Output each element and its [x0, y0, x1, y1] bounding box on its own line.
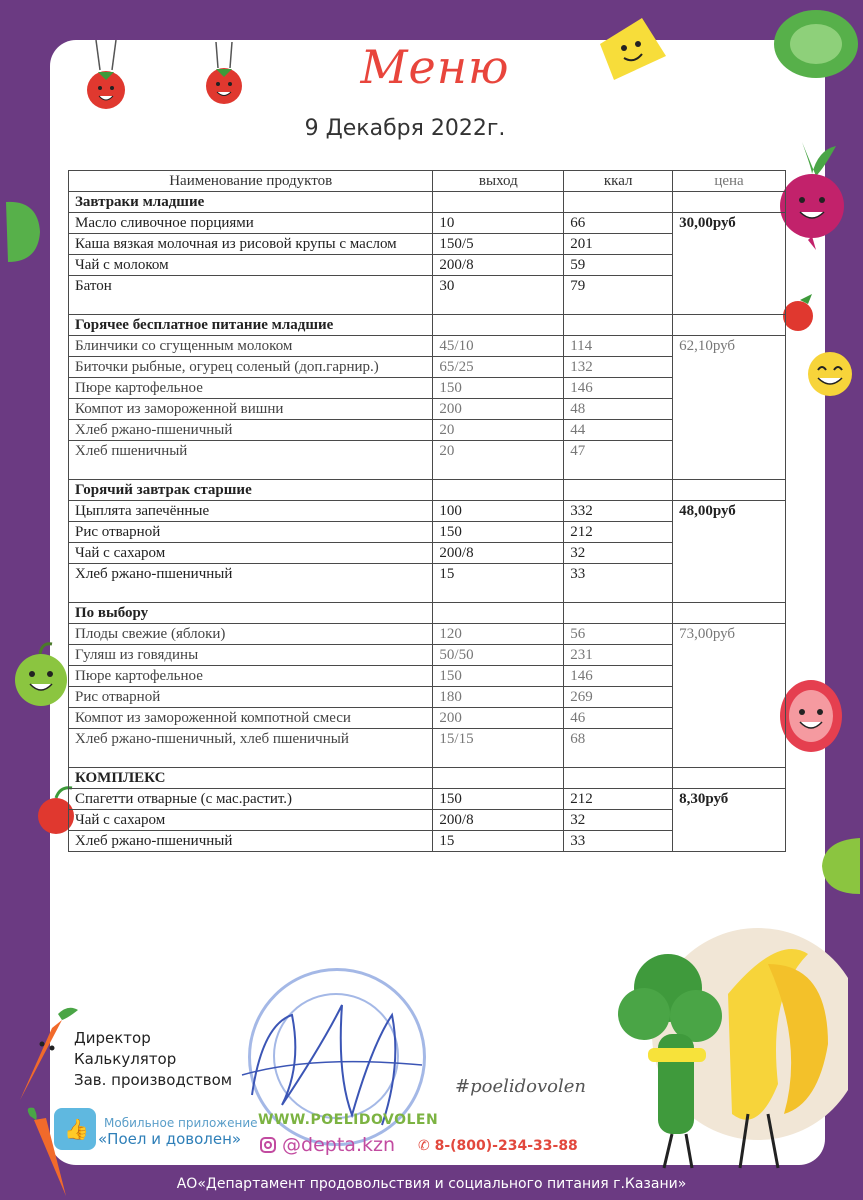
- dish-output: 150: [433, 789, 564, 810]
- meat-character-icon: [776, 676, 846, 756]
- dish-kcal: 47: [564, 441, 673, 480]
- dish-name: Батон: [69, 276, 433, 315]
- dish-name: Чай с сахаром: [69, 543, 433, 564]
- app-label: Мобильное приложение: [104, 1116, 258, 1130]
- lettuce-leaf-icon: [818, 834, 862, 898]
- dish-output: 50/50: [433, 645, 564, 666]
- dish-kcal: 33: [564, 564, 673, 603]
- dish-name: Пюре картофельное: [69, 666, 433, 687]
- dish-name: Хлеб пшеничный: [69, 441, 433, 480]
- section-title: Завтраки младшие: [69, 192, 433, 213]
- dish-kcal: 114: [564, 336, 673, 357]
- dish-output: 20: [433, 441, 564, 480]
- dish-kcal: 146: [564, 666, 673, 687]
- menu-title: Меню: [360, 40, 510, 94]
- section-title: КОМПЛЕКС: [69, 768, 433, 789]
- dish-name: Блинчики со сгущенным молоком: [69, 336, 433, 357]
- instagram-handle[interactable]: [260, 1134, 395, 1156]
- section-header-row: [69, 315, 786, 336]
- dish-output: 150: [433, 378, 564, 399]
- calculator-label: Калькулятор: [74, 1050, 177, 1068]
- dish-kcal: 32: [564, 543, 673, 564]
- dish-output: 15: [433, 564, 564, 603]
- table-header-row: [69, 171, 786, 192]
- section-price: 73,00руб: [673, 624, 786, 768]
- dish-output: 200/8: [433, 810, 564, 831]
- section-title: По выбору: [69, 603, 433, 624]
- tomato-character-icon: [202, 42, 246, 112]
- dish-output: 30: [433, 276, 564, 315]
- smiley-icon: [806, 350, 854, 398]
- instagram-text: @depta.kzn: [282, 1134, 396, 1156]
- dish-kcal: 66: [564, 213, 673, 234]
- small-tomato-icon: [780, 294, 820, 332]
- dish-output: 45/10: [433, 336, 564, 357]
- menu-date: 9 Декабря 2022г.: [304, 116, 506, 141]
- dish-name: Плоды свежие (яблоки): [69, 624, 433, 645]
- section-price: 62,10руб: [673, 336, 786, 480]
- phone-number[interactable]: [418, 1138, 578, 1154]
- instagram-icon: [260, 1137, 276, 1153]
- dish-output: 120: [433, 624, 564, 645]
- dish-kcal: 56: [564, 624, 673, 645]
- dish-name: Хлеб ржано-пшеничный: [69, 564, 433, 603]
- phone-icon: ✆: [418, 1138, 430, 1154]
- dish-name: Рис отварной: [69, 522, 433, 543]
- tomato-character-icon: [84, 40, 128, 118]
- dish-name: Спагетти отварные (с мас.растит.): [69, 789, 433, 810]
- dish-name: Цыплята запечённые: [69, 501, 433, 522]
- dish-output: 150: [433, 522, 564, 543]
- hashtag-text: #poelidovolen: [455, 1076, 586, 1097]
- dish-name: Гуляш из говядины: [69, 645, 433, 666]
- dish-output: 150/5: [433, 234, 564, 255]
- table-row: [69, 213, 786, 234]
- dish-kcal: 33: [564, 831, 673, 852]
- dish-kcal: 269: [564, 687, 673, 708]
- dish-output: 200: [433, 708, 564, 729]
- dish-output: 200: [433, 399, 564, 420]
- dish-kcal: 46: [564, 708, 673, 729]
- dish-name: Чай с молоком: [69, 255, 433, 276]
- dish-kcal: 68: [564, 729, 673, 768]
- section-header-row: [69, 768, 786, 789]
- section-price: 30,00руб: [673, 213, 786, 315]
- dish-output: 15/15: [433, 729, 564, 768]
- table-row: [69, 336, 786, 357]
- apple-character-icon: [12, 640, 70, 708]
- header-kcal: ккал: [564, 171, 673, 192]
- lettuce-leaf-icon: [4, 196, 44, 266]
- dish-output: 65/25: [433, 357, 564, 378]
- dish-output: 15: [433, 831, 564, 852]
- dish-kcal: 48: [564, 399, 673, 420]
- thumbs-up-icon: 👍: [64, 1117, 89, 1141]
- section-header-row: [69, 480, 786, 501]
- dish-kcal: 146: [564, 378, 673, 399]
- dish-name: Хлеб ржано-пшеничный: [69, 420, 433, 441]
- dish-name: Масло сливочное порциями: [69, 213, 433, 234]
- dish-name: Хлеб ржано-пшеничный, хлеб пшеничный: [69, 729, 433, 768]
- dish-name: Компот из замороженной компотной смеси: [69, 708, 433, 729]
- section-header-row: [69, 603, 786, 624]
- dish-kcal: 59: [564, 255, 673, 276]
- dish-name: Биточки рыбные, огурец соленый (доп.гарнир.): [69, 357, 433, 378]
- menu-table: [68, 170, 786, 852]
- dish-output: 20: [433, 420, 564, 441]
- director-label: Директор: [74, 1029, 151, 1047]
- signature-labels: [74, 1028, 232, 1091]
- dish-name: Компот из замороженной вишни: [69, 399, 433, 420]
- section-price: 48,00руб: [673, 501, 786, 603]
- header-output: выход: [433, 171, 564, 192]
- dish-output: 150: [433, 666, 564, 687]
- dish-output: 200/8: [433, 543, 564, 564]
- dish-kcal: 79: [564, 276, 673, 315]
- carrot-character-icon: [12, 1004, 82, 1104]
- phone-text: 8-(800)-234-33-88: [434, 1138, 578, 1154]
- dish-kcal: 44: [564, 420, 673, 441]
- dish-name: Хлеб ржано-пшеничный: [69, 831, 433, 852]
- dish-output: 180: [433, 687, 564, 708]
- dish-kcal: 332: [564, 501, 673, 522]
- dish-output: 10: [433, 213, 564, 234]
- dish-name: Чай с сахаром: [69, 810, 433, 831]
- website-link[interactable]: WWW.POELIDOVOLEN: [258, 1112, 439, 1128]
- section-price: 8,30руб: [673, 789, 786, 852]
- dish-kcal: 201: [564, 234, 673, 255]
- cucumber-slice-icon: [772, 4, 860, 82]
- dish-kcal: 231: [564, 645, 673, 666]
- dish-kcal: 212: [564, 522, 673, 543]
- header-name: Наименование продуктов: [69, 171, 433, 192]
- production-label: Зав. производством: [74, 1071, 233, 1089]
- mobile-app-icon: [54, 1108, 96, 1150]
- section-title: Горячее бесплатное питание младшие: [69, 315, 433, 336]
- dish-kcal: 132: [564, 357, 673, 378]
- dish-output: 100: [433, 501, 564, 522]
- dish-name: Каша вязкая молочная из рисовой крупы с маслом: [69, 234, 433, 255]
- dish-kcal: 212: [564, 789, 673, 810]
- app-name: «Поел и доволен»: [98, 1130, 242, 1148]
- dish-name: Рис отварной: [69, 687, 433, 708]
- table-row: [69, 624, 786, 645]
- dish-name: Пюре картофельное: [69, 378, 433, 399]
- dish-kcal: 32: [564, 810, 673, 831]
- dish-output: 200/8: [433, 255, 564, 276]
- cheese-character-icon: [594, 14, 670, 86]
- table-row: [69, 501, 786, 522]
- table-row: [69, 789, 786, 810]
- vegetables-group-icon: [608, 924, 848, 1174]
- section-header-row: [69, 192, 786, 213]
- header-price: цена: [673, 171, 786, 192]
- footer-organization: АО«Департамент продовольствия и социального питания г.Казани»: [176, 1176, 687, 1192]
- section-title: Горячий завтрак старшие: [69, 480, 433, 501]
